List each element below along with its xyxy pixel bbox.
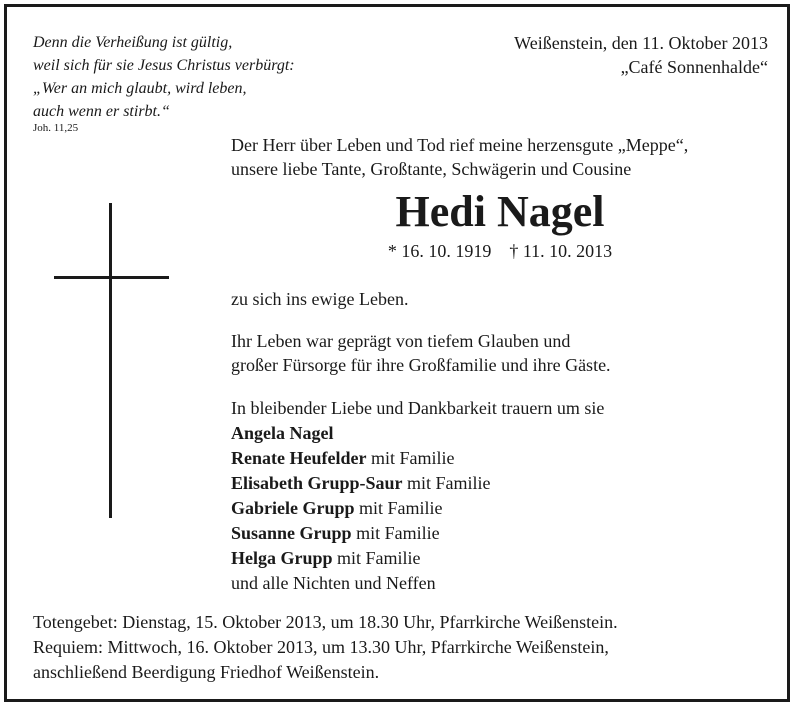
bible-verse xyxy=(33,31,295,123)
mourner-entry xyxy=(231,521,604,546)
verse-reference: Joh. 11,25 xyxy=(33,122,79,134)
mourner-entry xyxy=(231,496,604,521)
place-date-line: Weißenstein, den 11. Oktober 2013 xyxy=(514,33,768,53)
announcement-intro xyxy=(231,133,688,181)
place-location-line: „Café Sonnenhalde“ xyxy=(620,57,768,77)
life-line: großer Fürsorge für ihre Großfamilie und ihre Gäste. xyxy=(231,355,611,375)
cross-icon-bar xyxy=(54,276,169,279)
place-and-date xyxy=(514,31,768,79)
mourner-suffix: mit Familie xyxy=(366,448,455,468)
mourner-suffix: mit Familie xyxy=(351,523,440,543)
cross-icon xyxy=(109,203,112,518)
life-description xyxy=(231,329,611,377)
verse-line: auch wenn er stirbt.“ xyxy=(33,103,170,120)
mourner-entry xyxy=(231,421,604,446)
mourner-entry xyxy=(231,446,604,471)
eternal-life-text: zu sich ins ewige Leben. xyxy=(231,289,409,309)
mourner-suffix: mit Familie xyxy=(402,473,491,493)
life-dates xyxy=(230,239,770,263)
mourners-closing: und alle Nichten und Neffen xyxy=(231,573,436,593)
service-line: anschließend Beerdigung Friedhof Weißenstein. xyxy=(33,662,380,682)
mourner-name: Helga Grupp xyxy=(231,548,333,568)
verse-line: Denn die Verheißung ist gültig, xyxy=(33,34,233,51)
life-line: Ihr Leben war geprägt von tiefem Glauben und xyxy=(231,331,571,351)
death-date: † 11. 10. 2013 xyxy=(509,241,613,261)
mourner-name: Gabriele Grupp xyxy=(231,498,355,518)
mourner-suffix: mit Familie xyxy=(354,498,443,518)
verse-line: weil sich für sie Jesus Christus verbürgt: xyxy=(33,57,295,74)
service-line: Requiem: Mittwoch, 16. Oktober 2013, um 13.30 Uhr, Pfarrkirche Weißenstein, xyxy=(33,637,609,657)
service-line: Totengebet: Dienstag, 15. Oktober 2013, um 18.30 Uhr, Pfarrkirche Weißenstein. xyxy=(33,612,618,632)
birth-date: * 16. 10. 1919 xyxy=(387,241,492,261)
service-information xyxy=(33,610,618,685)
intro-line: unsere liebe Tante, Großtante, Schwägerin und Cousine xyxy=(231,159,632,179)
mourner-entry xyxy=(231,546,604,571)
mourner-name: Elisabeth Grupp-Saur xyxy=(231,473,403,493)
verse-line: „Wer an mich glaubt, wird leben, xyxy=(33,80,247,97)
mourner-entry xyxy=(231,471,604,496)
mourners-intro: In bleibender Liebe und Dankbarkeit trauern um sie xyxy=(231,398,605,418)
mourners-block xyxy=(231,396,604,596)
mourner-suffix: mit Familie xyxy=(332,548,421,568)
mourner-name: Susanne Grupp xyxy=(231,523,352,543)
intro-line: Der Herr über Leben und Tod rief meine herzensgute „Meppe“, xyxy=(231,135,689,155)
mourner-name: Renate Heufelder xyxy=(231,448,367,468)
deceased-name: Hedi Nagel xyxy=(395,187,605,236)
mourner-name: Angela Nagel xyxy=(231,423,334,443)
